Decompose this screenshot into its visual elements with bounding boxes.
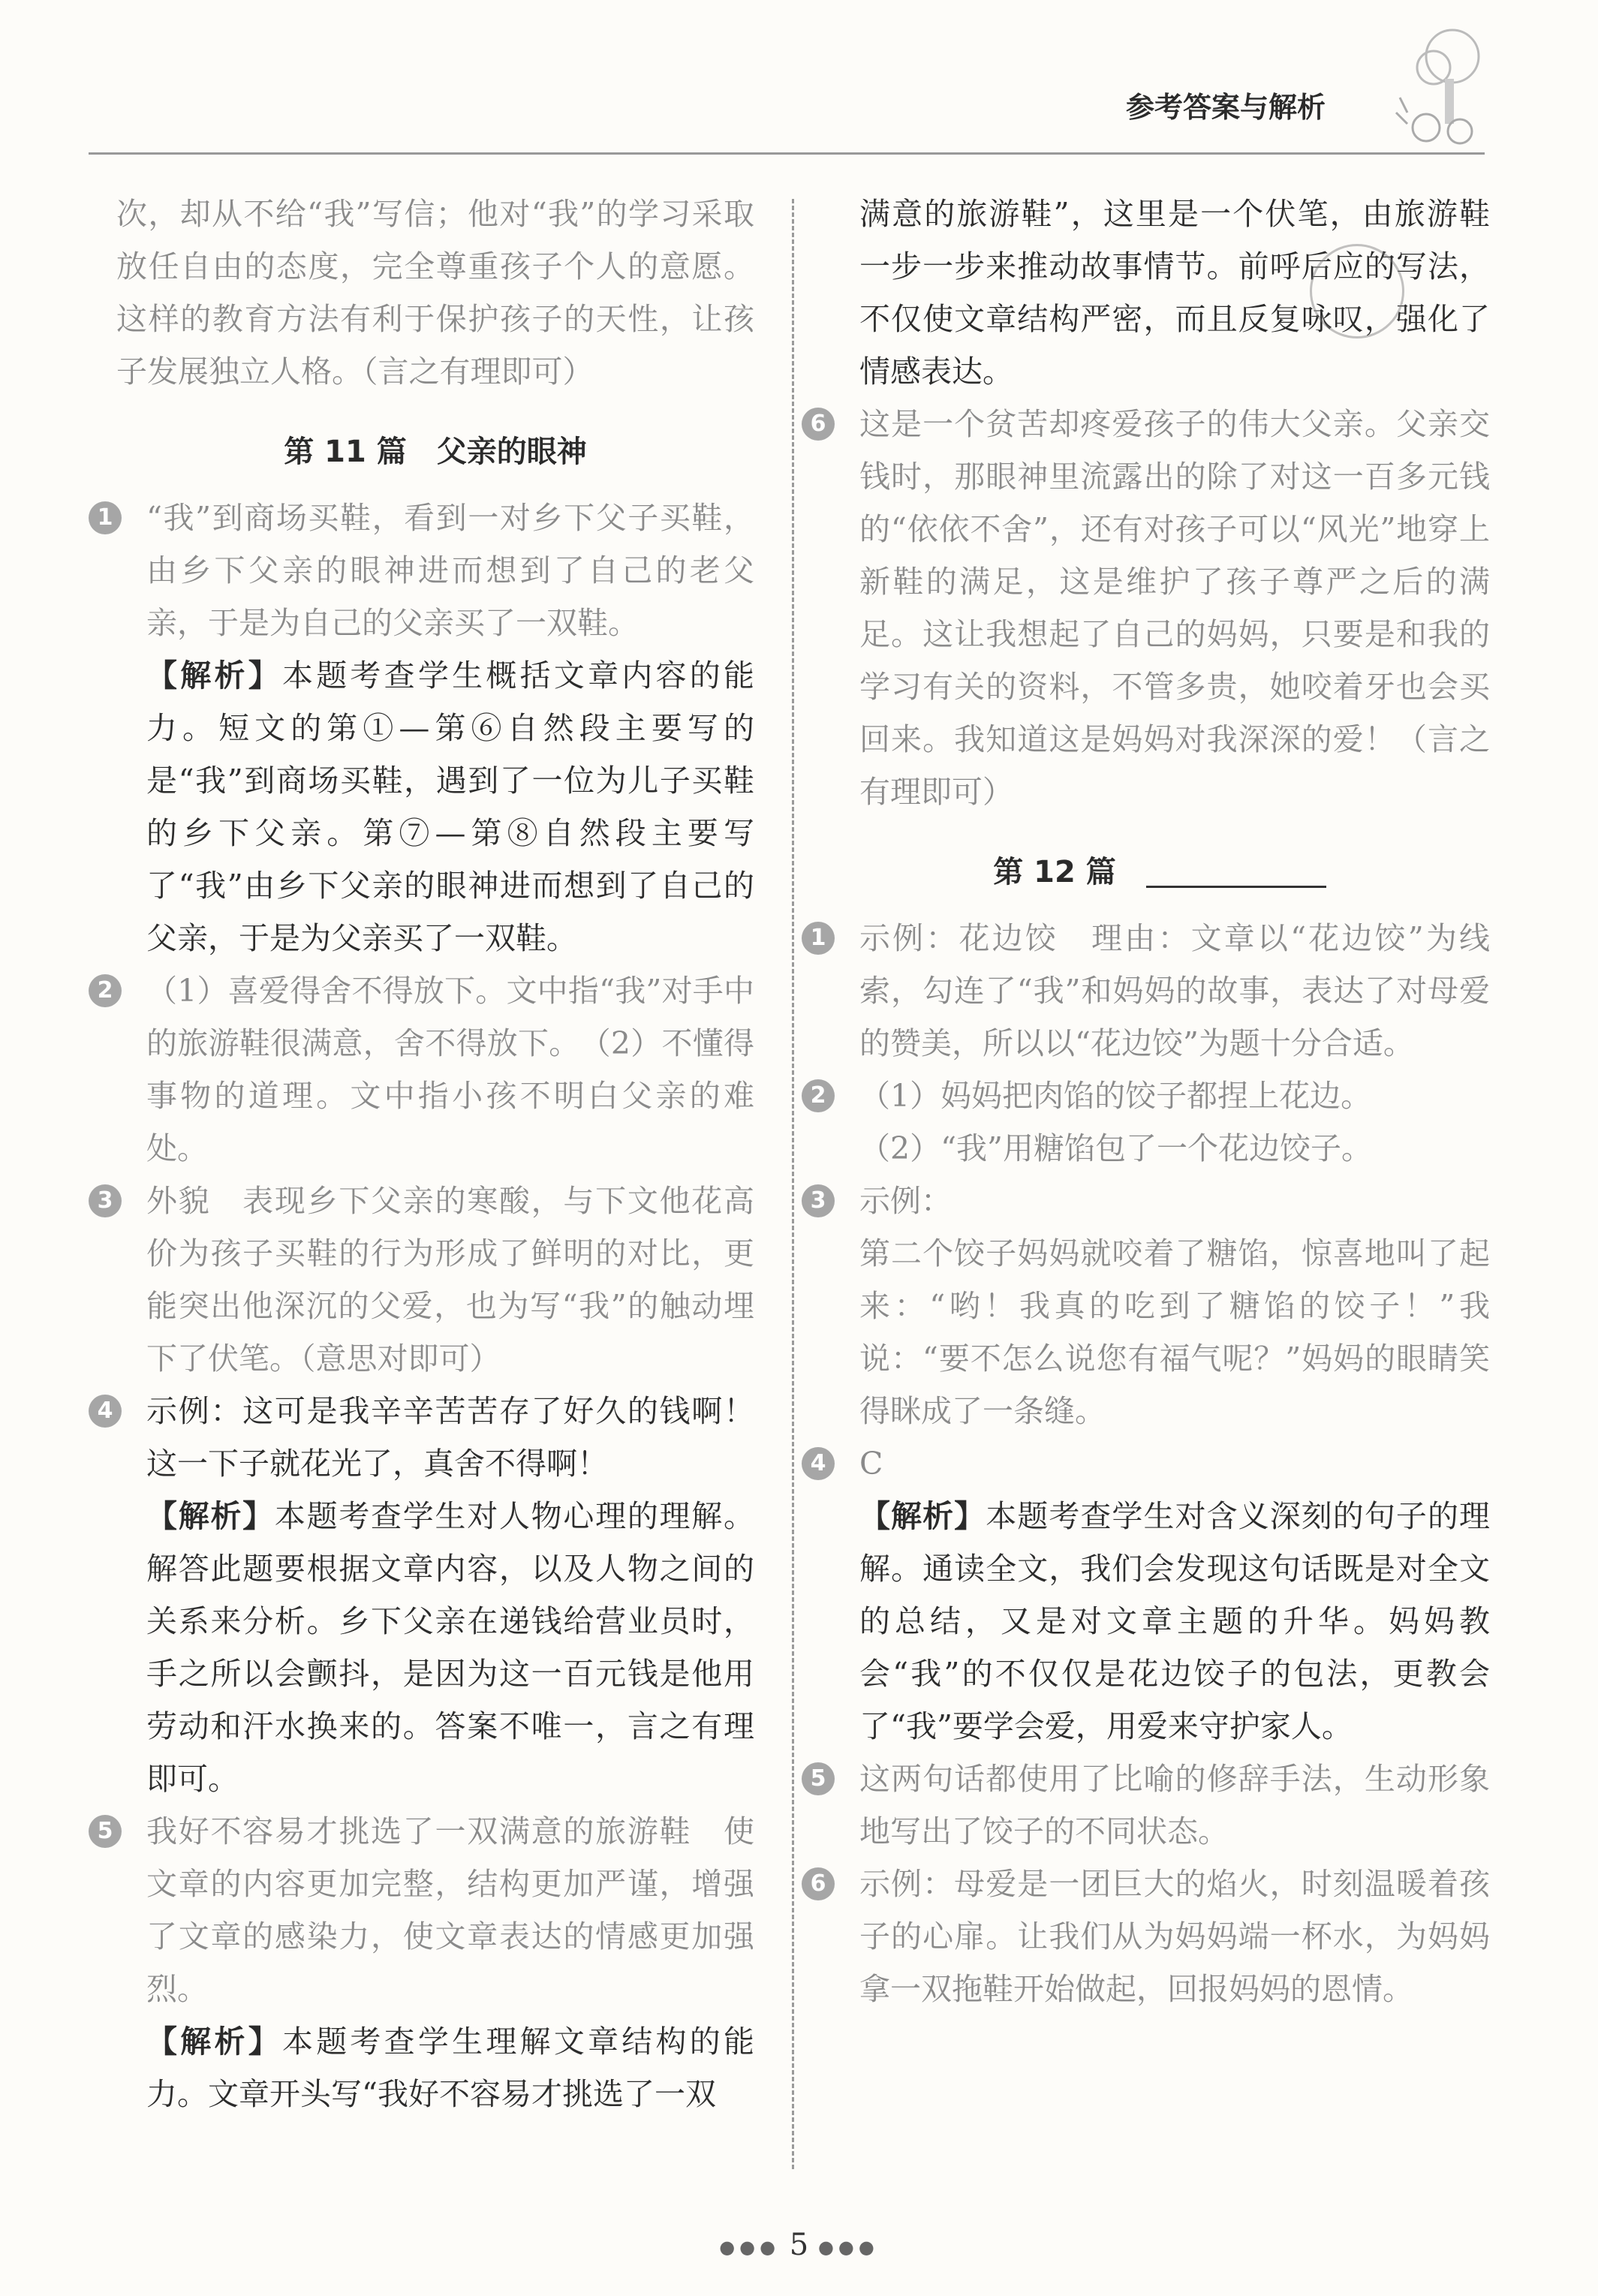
header-rule bbox=[89, 152, 1485, 155]
question-number: 3 bbox=[89, 1184, 122, 1217]
page-number: 5 bbox=[789, 2228, 809, 2262]
answer-text: 示例：花边饺 理由：文章以“花边饺”为线索，勾连了“我”和妈妈的故事，表达了对母爱的赞美，所以以“花边饺”为题十分合适。 bbox=[859, 920, 1490, 1061]
right-column bbox=[810, 188, 1491, 2015]
continued-text: 满意的旅游鞋”，这里是一个伏笔，由旅游鞋一步一步来推动故事情节。前呼后应的写法，不仅使文章结构严密，而且反复咏叹，强化了情感表达。 bbox=[859, 196, 1490, 390]
left-column bbox=[97, 188, 755, 2120]
dots-right-icon: ●●● bbox=[817, 2237, 879, 2258]
answer-text: （1）妈妈把肉馅的饺子都捏上花边。 bbox=[859, 1078, 1372, 1114]
question-number: 6 bbox=[802, 1867, 835, 1900]
answer-text: 我好不容易才挑选了一双满意的旅游鞋 使文章的内容更加完整，结构更加严谨，增强了文章的感染力，使文章表达的情感更加强烈。 bbox=[146, 1813, 754, 2007]
answer-text: 外貌 表现乡下父亲的寒酸，与下文他花高价为孩子买鞋的行为形成了鲜明的对比，更能突出他深沉的父爱，也为写“我”的触动埋下了伏笔。（意思对即可） bbox=[146, 1183, 754, 1377]
answer-text: 这两句话都使用了比喻的修辞手法，生动形象地写出了饺子的不同状态。 bbox=[859, 1761, 1490, 1849]
question-number: 5 bbox=[802, 1762, 835, 1795]
answer-text: 示例：母爱是一团巨大的焰火，时刻温暖着孩子的心扉。让我们从为妈妈端一杯水，为妈妈拿一双拖鞋开始做起，回报妈妈的恩情。 bbox=[859, 1866, 1490, 2007]
answer-text: 这是一个贫苦却疼爱孩子的伟大父亲。父亲交钱时，那眼神里流露出的除了对这一百多元钱的“依依不舍”，还有对孩子可以“风光”地穿上新鞋的满足，这是维护了孩子尊严之后的满足。这让我想起了自己的妈妈，只要是和我的学习有关的资料，不管多贵，她咬着牙也会买回来。我知道这是妈妈对我深深的爱！（言之有理即可） bbox=[859, 406, 1490, 810]
analysis-text: 本题考查学生概括文章内容的能力。短文的第①—第⑥自然段主要写的是“我”到商场买鞋，遇到了一位为儿子买鞋的乡下父亲。第⑦—第⑧自然段主要写了“我”由乡下父亲的眼神进而想到了自己的父亲，于是为父亲买了一双鞋。 bbox=[146, 658, 755, 956]
question-number: 4 bbox=[802, 1447, 835, 1480]
analysis-label: 【解析】 bbox=[146, 2024, 282, 2060]
analysis-label: 【解析】 bbox=[859, 1498, 986, 1534]
answer-text-2: 第二个饺子妈妈就咬着了糖馅，惊喜地叫了起来：“哟！我真的吃到了糖馅的饺子！”我说：“要不怎么说您有福气呢？”妈妈的眼睛笑得眯成了一条缝。 bbox=[859, 1235, 1490, 1429]
analysis-label: 【解析】 bbox=[146, 1498, 275, 1534]
analysis-label: 【解析】 bbox=[146, 658, 282, 694]
section-title-11: 第 11 篇 父亲的眼神 bbox=[284, 435, 587, 469]
question-number: 6 bbox=[802, 408, 835, 441]
answer-item-12-1 bbox=[810, 912, 1490, 1070]
analysis-text: 本题考查学生对含义深刻的句子的理解。通读全文，我们会发现这句话既是对全文的总结，又是对文章主题的升华。妈妈教会“我”的不仅仅是花边饺子的包法，更教会了“我”要学会爱，用爱来守护家人。 bbox=[859, 1498, 1491, 1744]
title-blank bbox=[1146, 860, 1326, 888]
answer-item-1 bbox=[97, 492, 755, 964]
cartoon-decoration-icon bbox=[1381, 23, 1494, 158]
question-number: 2 bbox=[89, 974, 122, 1007]
dots-left-icon: ●●● bbox=[719, 2237, 781, 2258]
intro-text: 次，却从不给“我”写信；他对“我”的学习采取放任自由的态度，完全尊重孩子个人的意愿。这样的教育方法有利于保护孩子的天性，让孩子发展独立人格。（言之有理即可） bbox=[116, 196, 754, 390]
answer-item-5 bbox=[97, 1805, 755, 2120]
question-number: 2 bbox=[802, 1079, 835, 1112]
page-footer bbox=[0, 2228, 1598, 2262]
answer-text: “我”到商场买鞋，看到一对乡下父子买鞋，由乡下父亲的眼神进而想到了自己的老父亲，于是为自己的父亲买了一双鞋。 bbox=[146, 500, 754, 641]
answer-text: C bbox=[859, 1446, 883, 1482]
answer-text: （1）喜爱得舍不得放下。文中指“我”对手中的旅游鞋很满意，舍不得放下。 （2）不懂得事物的道理。文中指小孩不明白父亲的难处。 bbox=[146, 973, 754, 1166]
question-number: 3 bbox=[802, 1184, 835, 1217]
answer-item-2 bbox=[97, 964, 754, 1175]
question-number: 1 bbox=[802, 922, 835, 955]
analysis-text: 本题考查学生对人物心理的理解。解答此题要根据文章内容，以及人物之间的关系来分析。乡下父亲在递钱给营业员时，手之所以会颤抖，是因为这一百元钱是他用劳动和汗水换来的。答案不唯一，言之有理即可。 bbox=[146, 1498, 755, 1797]
answer-item-6 bbox=[810, 398, 1490, 818]
answer-item-12-2 bbox=[810, 1070, 1490, 1175]
question-number: 1 bbox=[89, 501, 122, 534]
stamp-watermark-icon bbox=[1310, 244, 1404, 339]
section-title-12: 第 12 篇 bbox=[829, 848, 1490, 891]
answer-text: 示例： bbox=[859, 1183, 952, 1219]
answer-item-12-5 bbox=[810, 1753, 1490, 1858]
answer-text-2: （2）“我”用糖馅包了一个花边饺子。 bbox=[859, 1130, 1373, 1166]
answer-item-3 bbox=[97, 1175, 754, 1385]
question-number: 4 bbox=[89, 1395, 122, 1428]
question-number: 5 bbox=[89, 1815, 122, 1848]
analysis-text: 本题考查学生理解文章结构的能力。文章开头写“我好不容易才挑选了一双 bbox=[146, 2024, 755, 2112]
answer-text: 示例：这可是我辛辛苦苦存了好久的钱啊！这一下子就花光了，真舍不得啊！ bbox=[146, 1393, 754, 1482]
header-title: 参考答案与解析 bbox=[1126, 91, 1326, 124]
answer-item-4 bbox=[97, 1385, 755, 1805]
answer-item-12-4 bbox=[810, 1437, 1491, 1753]
answer-item-12-6 bbox=[810, 1858, 1490, 2015]
column-divider bbox=[792, 199, 794, 2169]
answer-item-12-3 bbox=[810, 1175, 1490, 1437]
